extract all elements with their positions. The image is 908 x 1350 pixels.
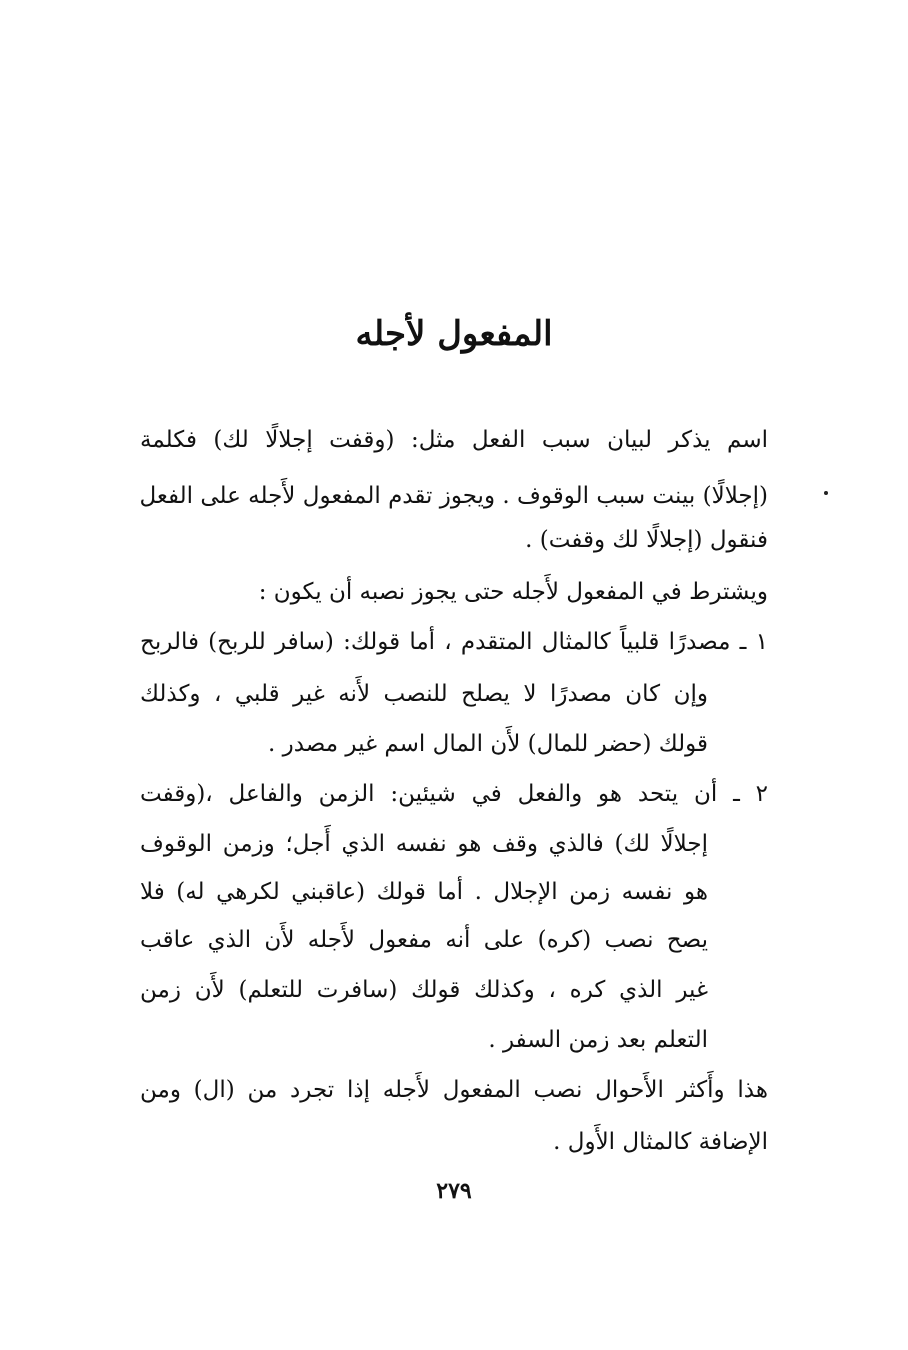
condition-2-line-3: هو نفسه زمن الإجلال . أما قولك (عاقبني لكرهي له) فلا bbox=[140, 879, 708, 905]
condition-1-line-1: ١ ـ مصدرًا قلبياً كالمثال المتقدم ، أما قولك: (سافر للربح) فالربح bbox=[140, 629, 768, 655]
closing-line-1: هذا وأَكثر الأَحوال نصب المفعول لأَجله إذا تجرد من (ال) ومن bbox=[140, 1077, 768, 1103]
intro-line-1: اسم يذكر لبيان سبب الفعل مثل: (وقفت إجلالًا لك) فكلمة bbox=[140, 427, 768, 453]
condition-2-line-6: التعلم بعد زمن السفر . bbox=[488, 1027, 708, 1053]
condition-intro: ويشترط في المفعول لأَجله حتى يجوز نصبه أن يكون : bbox=[258, 579, 768, 605]
intro-line-3: فنقول (إجلالًا لك وقفت) . bbox=[525, 527, 768, 553]
closing-line-2: الإضافة كالمثال الأَول . bbox=[553, 1129, 768, 1155]
condition-2-line-2: إجلالًا لك) فالذي وقف هو نفسه الذي أَجل؛ وزمن الوقوف bbox=[140, 831, 708, 857]
condition-1-line-2: وإن كان مصدرًا لا يصلح للنصب لأَنه غير قلبي ، وكذلك bbox=[140, 681, 708, 707]
condition-2-line-1: ٢ ـ أن يتحد هو والفعل في شيئين: الزمن والفاعل ،(وقفت bbox=[140, 781, 768, 807]
page-number: ٢٧٩ bbox=[436, 1178, 472, 1204]
page-title: المفعول لأجله bbox=[355, 314, 553, 354]
condition-2-line-5: غير الذي كره ، وكذلك قولك (سافرت للتعلم) لأَن زمن bbox=[140, 977, 708, 1003]
print-speck bbox=[824, 491, 828, 495]
intro-line-2: (إجلالًا) بينت سبب الوقوف . ويجوز تقدم المفعول لأَجله على الفعل bbox=[139, 483, 768, 509]
condition-1-line-3: قولك (حضر للمال) لأَن المال اسم غير مصدر . bbox=[268, 731, 708, 757]
condition-2-line-4: يصح نصب (كره) على أنه مفعول لأَجله لأَن الذي عاقب bbox=[140, 927, 708, 953]
